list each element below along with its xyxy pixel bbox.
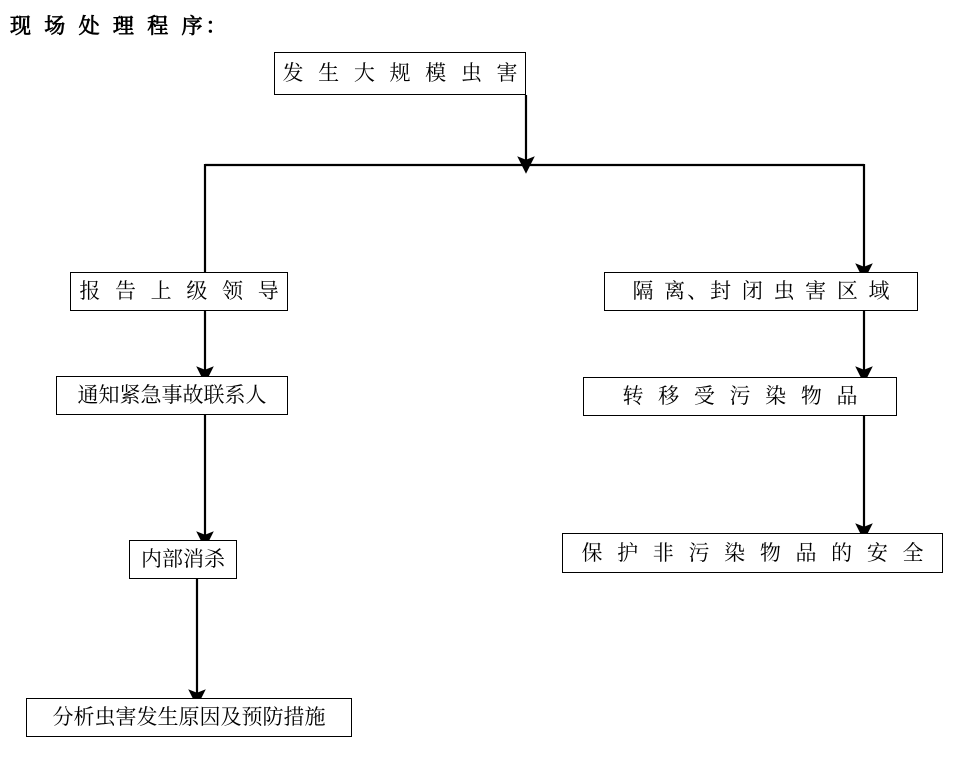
- node-start[interactable]: 发 生 大 规 模 虫 害: [274, 52, 526, 95]
- node-disinfect[interactable]: 内部消杀: [129, 540, 237, 579]
- node-transfer[interactable]: 转 移 受 污 染 物 品: [583, 377, 897, 416]
- node-protect[interactable]: 保 护 非 污 染 物 品 的 安 全: [562, 533, 943, 573]
- page-title: 现 场 处 理 程 序：: [10, 14, 230, 38]
- node-isolate[interactable]: 隔 离、封 闭 虫 害 区 域: [604, 272, 918, 311]
- node-notify[interactable]: 通知紧急事故联系人: [56, 376, 288, 415]
- node-analyze[interactable]: 分析虫害发生原因及预防措施: [26, 698, 352, 737]
- node-report[interactable]: 报 告 上 级 领 导: [70, 272, 288, 311]
